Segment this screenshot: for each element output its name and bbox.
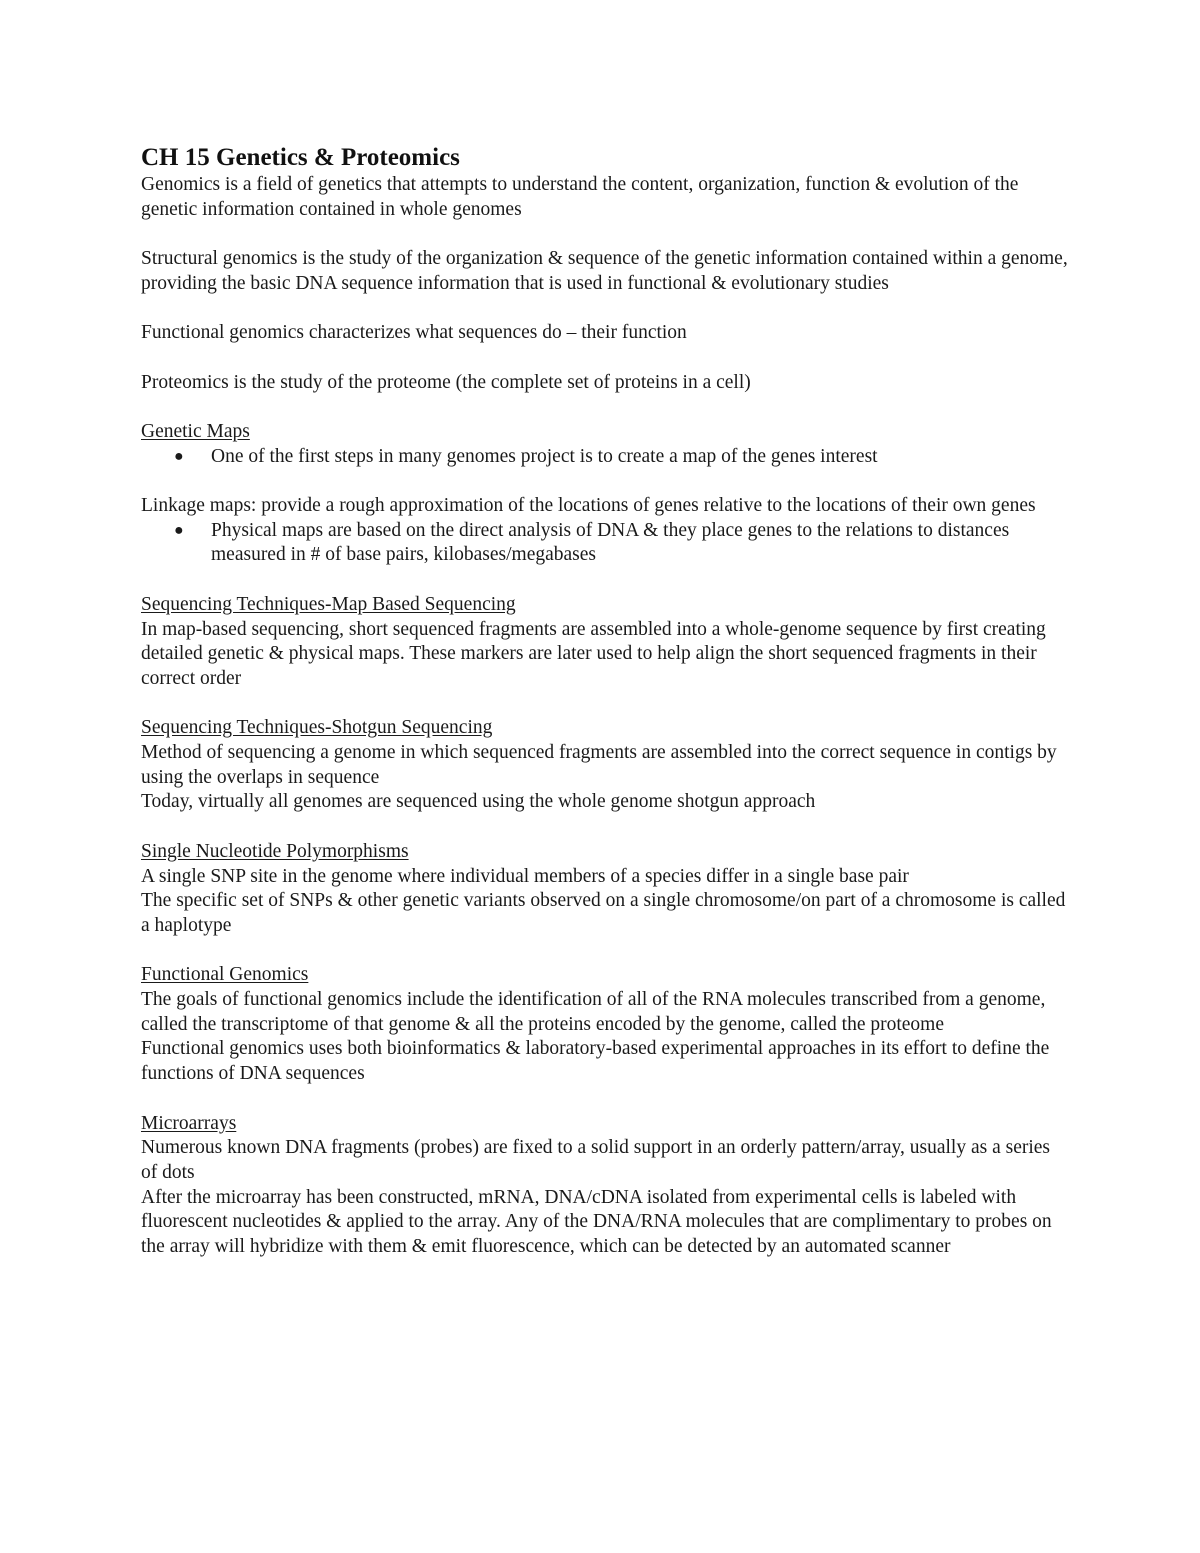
map-based-sequencing-heading: Sequencing Techniques-Map Based Sequencing	[141, 593, 516, 615]
snp-text: The specific set of SNPs & other genetic variants observed on a single chromosome/on part of a chromosome is called a haplotype	[141, 890, 1066, 936]
microarrays-text: Numerous known DNA fragments (probes) are fixed to a solid support in an orderly pattern/array, usually as a series of dots	[141, 1137, 1051, 1183]
spacer	[141, 568, 1071, 593]
bullet-icon: ●	[174, 447, 184, 465]
shotgun-sequencing-heading: Sequencing Techniques-Shotgun Sequencing	[141, 717, 493, 739]
shotgun-sequencing-text: Method of sequencing a genome in which sequenced fragments are assembled into the correct sequence in contigs by using the overlaps in sequence	[141, 742, 1057, 788]
structural-genomics-definition: Structural genomics is the study of the organization & sequence of the genetic information contained within a genome, providing the basic DNA sequence information that is used in functional & evolutionary studies	[141, 248, 1068, 294]
spacer	[141, 1087, 1071, 1112]
spacer	[141, 815, 1071, 840]
list-item-text: Physical maps are based on the direct analysis of DNA & they place genes to the relations to distances measured in # of base pairs, kilobases/megabases	[211, 519, 1010, 566]
functional-genomics-definition: Functional genomics characterizes what sequences do – their function	[141, 322, 687, 344]
functional-genomics-text: The goals of functional genomics include the identification of all of the RNA molecules transcribed from a genome, called the transcriptome of that genome & all the proteins encoded by the genome, called the proteome	[141, 989, 1046, 1035]
microarrays-text: After the microarray has been constructed, mRNA, DNA/cDNA isolated from experimental cells is labeled with fluorescent nucleotides & applied to the array. Any of the DNA/RNA molecules that are complimentary to probes on the array will hybridize with them & emit fluorescence, which can be detected by an automated scanner	[141, 1186, 1052, 1258]
functional-genomics-heading: Functional Genomics	[141, 964, 309, 986]
genetic-maps-list	[141, 445, 1071, 470]
genomics-definition: Genomics is a field of genetics that attempts to understand the content, organization, function & evolution of the genetic information contained in whole genomes	[141, 174, 1019, 220]
spacer	[141, 939, 1071, 964]
linkage-maps-text: Linkage maps: provide a rough approximation of the locations of genes relative to the locations of their own genes	[141, 495, 1036, 517]
spacer	[141, 346, 1071, 371]
functional-genomics-text: Functional genomics uses both bioinformatics & laboratory-based experimental approaches in its effort to define the functions of DNA sequences	[141, 1038, 1050, 1085]
physical-maps-list	[141, 519, 1071, 568]
spacer	[141, 297, 1071, 322]
list-item-text: One of the first steps in many genomes project is to create a map of the genes interest	[211, 445, 878, 467]
spacer	[141, 395, 1071, 420]
proteomics-definition: Proteomics is the study of the proteome (the complete set of proteins in a cell)	[141, 371, 751, 393]
spacer	[141, 692, 1071, 717]
list-item	[141, 519, 1071, 568]
spacer	[141, 222, 1071, 247]
page-title: CH 15 Genetics & Proteomics	[141, 144, 460, 171]
list-item	[141, 445, 1071, 470]
spacer	[141, 469, 1071, 494]
shotgun-sequencing-text: Today, virtually all genomes are sequenced using the whole genome shotgun approach	[141, 791, 816, 813]
snp-heading: Single Nucleotide Polymorphisms	[141, 840, 409, 862]
microarrays-heading: Microarrays	[141, 1112, 237, 1134]
map-based-sequencing-text: In map-based sequencing, short sequenced fragments are assembled into a whole-genome sequence by first creating detailed genetic & physical maps. These markers are later used to help align the short sequenced fragments in their correct order	[141, 618, 1046, 689]
document-page	[141, 143, 1071, 1260]
genetic-maps-heading: Genetic Maps	[141, 420, 250, 442]
snp-text: A single SNP site in the genome where individual members of a species differ in a single base pair	[141, 865, 909, 887]
bullet-icon: ●	[174, 521, 184, 539]
